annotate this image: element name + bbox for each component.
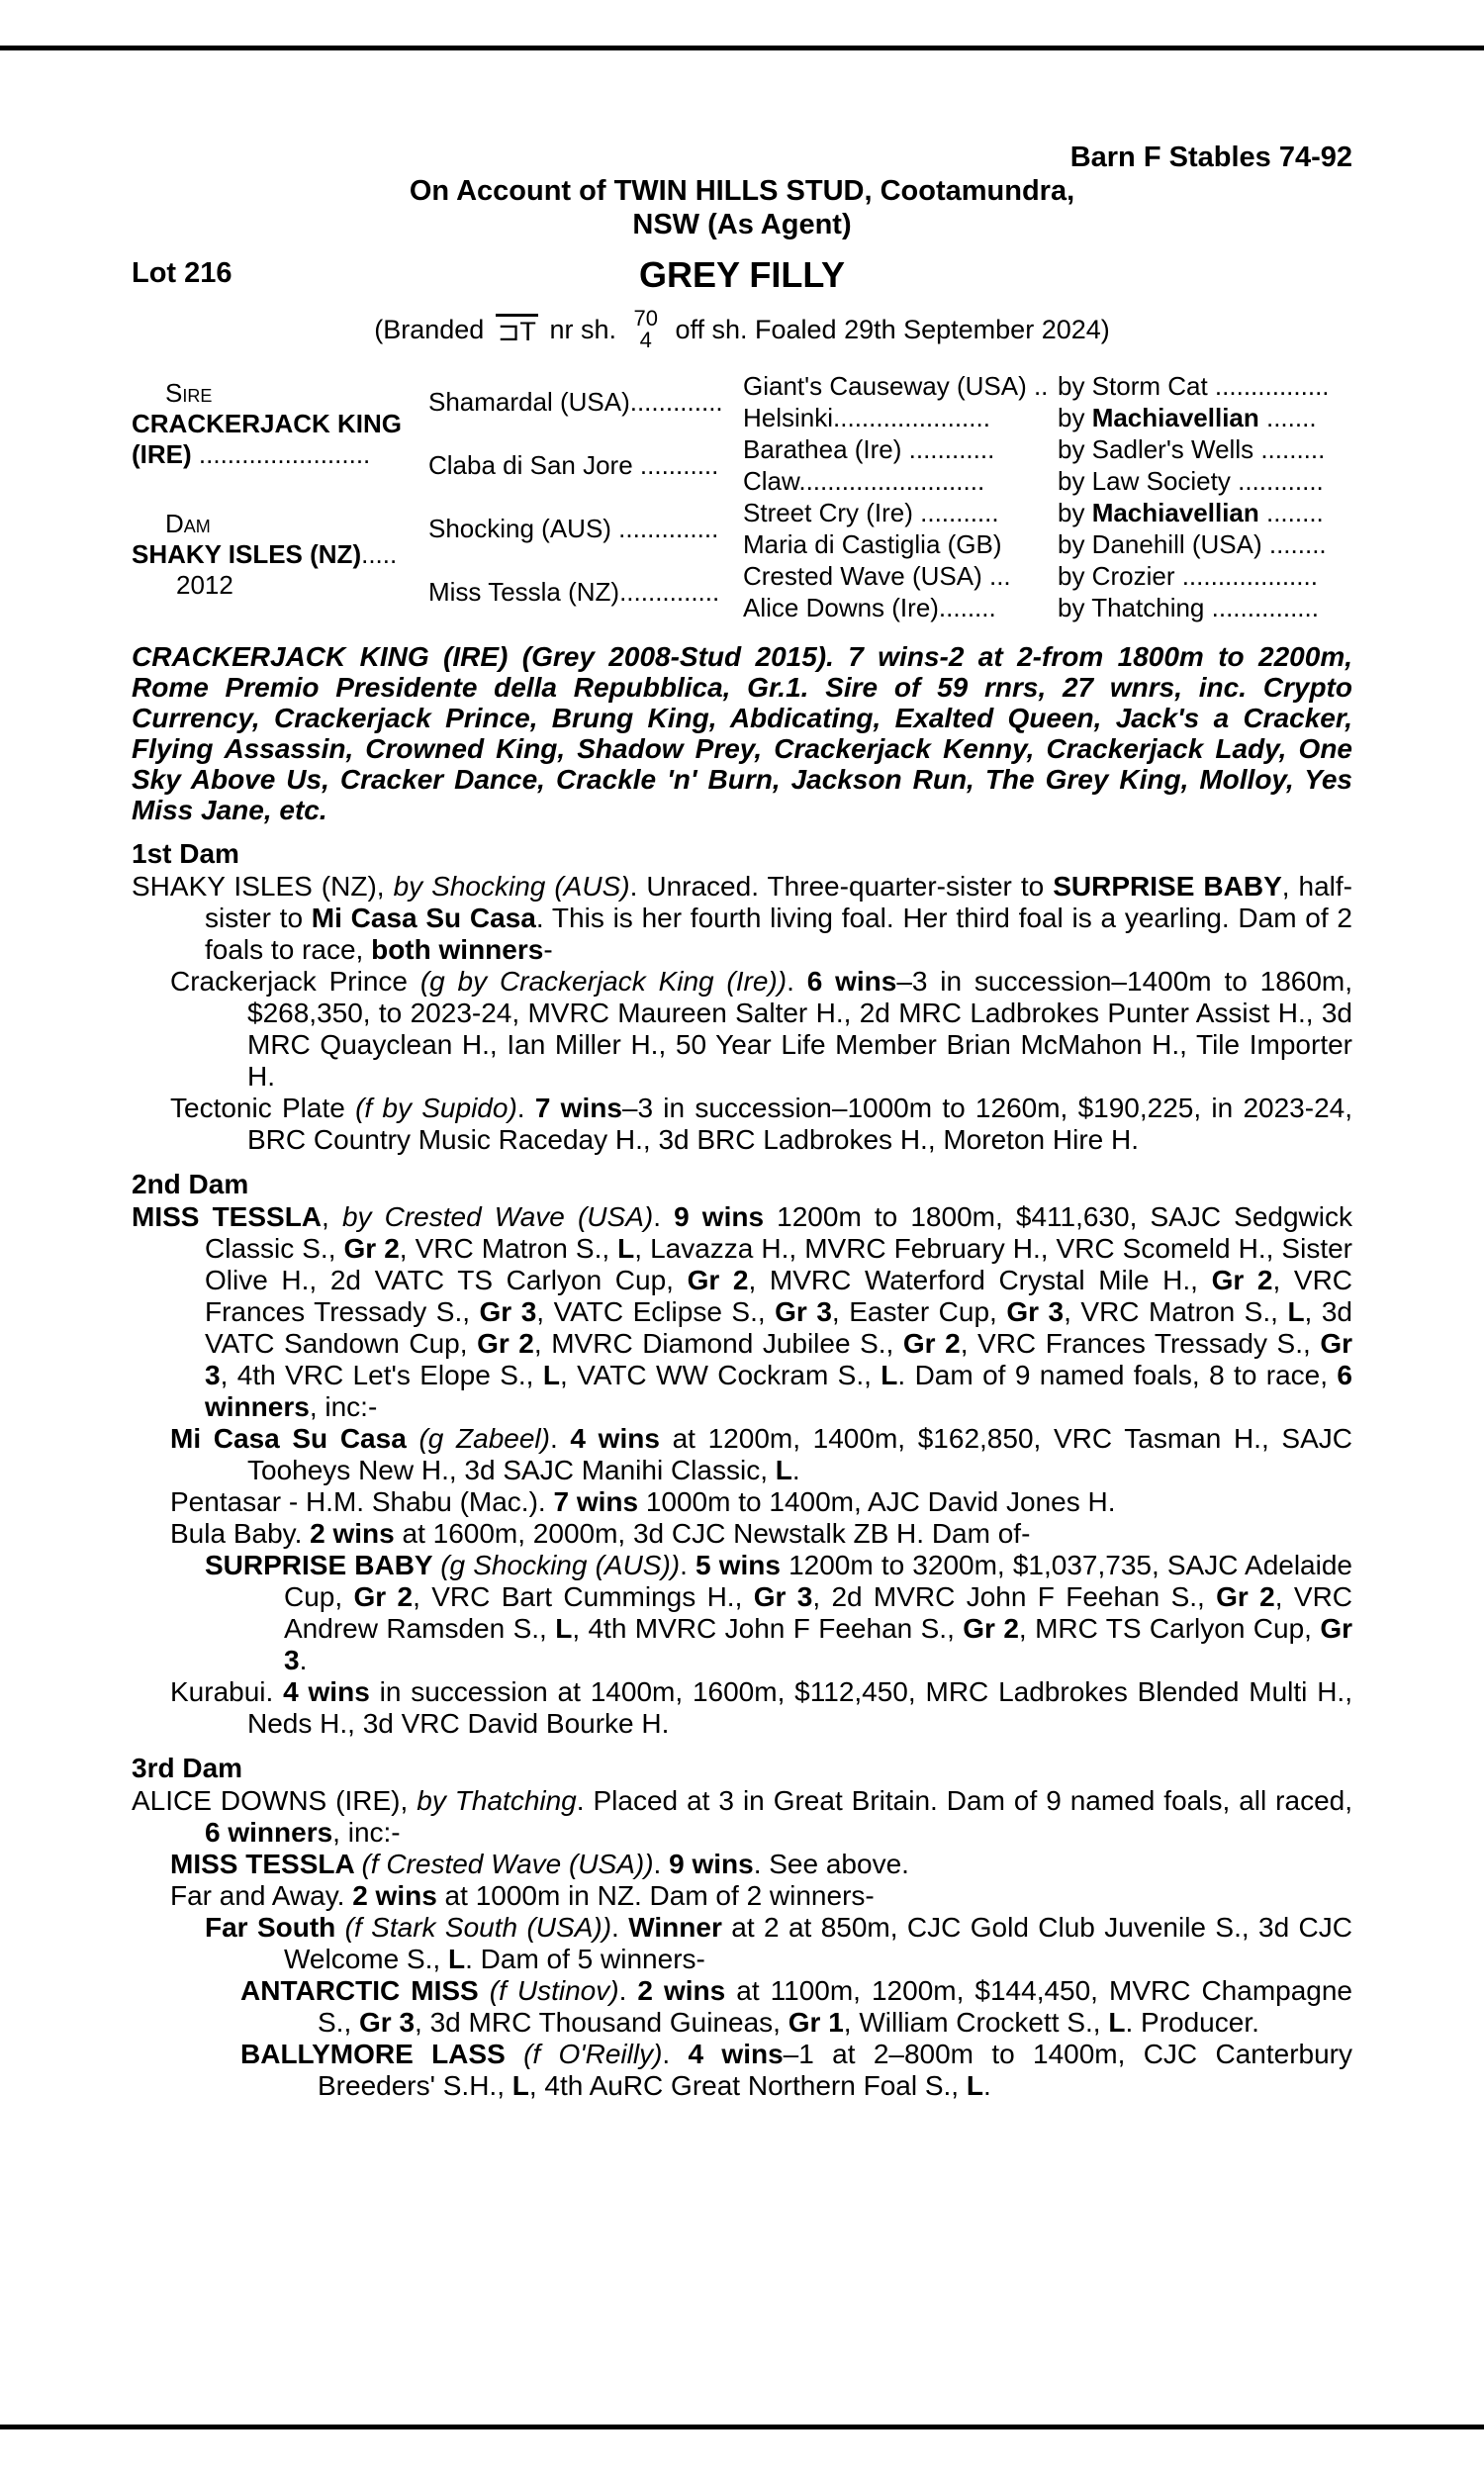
dam-year: 2012 (176, 570, 233, 600)
progeny-paragraph: ANTARCTIC MISS (f Ustinov). 2 wins at 1100m, 1200m, $144,450, MVRC Champagne S., Gr 3, 3d MRC Thousand Guineas, Gr 1, William Crockett S., L. Producer. (240, 1975, 1353, 2038)
progeny-paragraph: Kurabui. 4 wins in succession at 1400m, 1600m, $112,450, MRC Ladbrokes Blended Multi H., Neds H., 3d VRC David Bourke H. (170, 1676, 1352, 1739)
pedigree-table (132, 370, 1352, 623)
gen2-dam-of-dam: Miss Tessla (NZ).............. (428, 576, 720, 607)
brand-glyphs: ⊐T (497, 316, 536, 346)
barn-label: Barn F Stables 74-92 (1069, 142, 1352, 173)
progeny-paragraph: SURPRISE BABY (g Shocking (AUS)). 5 wins 1200m to 3200m, $1,037,735, SAJC Adelaide Cup, Gr 2, VRC Bart Cummings H., Gr 3, 2d MVRC John F Feehan S., Gr 2, VRC Andrew Ramsden S., L, 4th MVRC John F Feehan S., Gr 2, MRC TS Carlyon Cup, Gr 3. (205, 1550, 1353, 1675)
dam-block (132, 497, 428, 623)
dam-role-label: Dam (165, 509, 211, 538)
gen2-sire-of-dam: Shocking (AUS) .............. (428, 513, 719, 543)
progeny-paragraph: Pentasar - H.M. Shabu (Mac.). 7 wins 1000m to 1400m, AJC David Jones H. (170, 1486, 1116, 1517)
section-heading-1st-dam: 1st Dam (132, 838, 239, 869)
brand-line (132, 299, 1352, 360)
bottom-rule (0, 2425, 1484, 2429)
vendor-line-1: On Account of TWIN HILLS STUD, Cootamundra, (409, 175, 1075, 207)
progeny-paragraph: MISS TESSLA (f Crested Wave (USA)). 9 wins. See above. (170, 1849, 909, 1879)
top-rule (0, 46, 1484, 50)
gen3-name: Street Cry (Ire) ........... (743, 498, 999, 527)
sire-summary: CRACKERJACK KING (IRE) (Grey 2008-Stud 2015). 7 wins-2 at 2-from 1800m to 2200m, Rome Premio Presidente della Repubblica, Gr.1. Sire of 59 rnrs, 27 wnrs, inc. Crypto Currency, Crackerjack Prince, Brung King, Abdicating, Exalted Queen, Jack's a Cracker, Flying Assassin, Crowned King, Shadow Prey, Crackerjack Kenny, Crackerjack Lady, One Sky Above Us, Cracker Dance, Crackle 'n' Burn, Jackson Run, The Grey King, Molloy, Yes Miss Jane, etc. (132, 641, 1352, 825)
section-heading-2nd-dam: 2nd Dam (132, 1169, 249, 1199)
gen3-name: Maria di Castiglia (GB) (743, 529, 1002, 559)
progeny-paragraph: Tectonic Plate (f by Supido). 7 wins–3 in succession–1000m to 1260m, $190,225, in 2023-24, BRC Country Music Raceday H., 3d BRC Ladbrokes H., Moreton Hire H. (170, 1093, 1352, 1155)
gen3-name: Giant's Causeway (USA) .. (743, 371, 1049, 401)
gen3-name: Claw.......................... (743, 466, 985, 496)
progeny-paragraph: Far South (f Stark South (USA)). Winner at 2 at 850m, CJC Gold Club Juvenile S., 3d CJC Welcome S., L. Dam of 5 winners- (205, 1912, 1353, 1974)
gen3-name: Alice Downs (Ire)........ (743, 593, 996, 622)
gen3-by: by Sadler's Wells ......... (1058, 434, 1326, 464)
brand-mark (496, 314, 538, 346)
progeny-paragraph: BALLYMORE LASS (f O'Reilly). 4 wins–1 at 2–800m to 1400m, CJC Canterbury Breeders' S.H., L, 4th AuRC Great Northern Foal S., L. (240, 2039, 1352, 2101)
lot-number: Lot 216 (132, 257, 232, 289)
gen3-by: by Storm Cat ................ (1058, 371, 1330, 401)
gen3-by: by Crozier ................... (1058, 561, 1318, 591)
sire-role-label: Sire (165, 378, 213, 408)
gen3-name: Helsinki...................... (743, 403, 990, 432)
sire-name-line2: (IRE) ........................ (132, 439, 371, 469)
page-content (132, 141, 1352, 2102)
gen3-name: Crested Wave (USA) ... (743, 561, 1011, 591)
dam-paragraph: SHAKY ISLES (NZ), by Shocking (AUS). Unraced. Three-quarter-sister to SURPRISE BABY, half-sister to Mi Casa Su Casa. This is her fourth living foal. Her third foal is a yearling. Dam of 2 foals to race, both winners- (132, 871, 1353, 965)
progeny-paragraph: Bula Baby. 2 wins at 1600m, 2000m, 3d CJC Newstalk ZB H. Dam of- (170, 1518, 1031, 1549)
vendor-line-2: NSW (As Agent) (632, 209, 852, 240)
brand-number-top: 70 (633, 306, 658, 331)
progeny-paragraph: Far and Away. 2 wins at 1000m in NZ. Dam of 2 winners- (170, 1880, 875, 1911)
brand-line-suffix: off sh. Foaled 29th September 2024) (667, 314, 1110, 344)
dam-paragraph: MISS TESSLA, by Crested Wave (USA). 9 wins 1200m to 1800m, $411,630, SAJC Sedgwick Classic S., Gr 2, VRC Matron S., L, Lavazza H., MVRC February H., VRC Scomeld H., Sister Olive H., 2d VATC TS Carlyon Cup, Gr 2, MVRC Waterford Crystal Mile H., Gr 2, VRC Frances Tressady S., Gr 3, VATC Eclipse S., Gr 3, Easter Cup, Gr 3, VRC Matron S., L, 3d VATC Sandown Cup, Gr 2, MVRC Diamond Jubilee S., Gr 2, VRC Frances Tressady S., Gr 3, 4th VRC Let's Elope S., L, VATC WW Cockram S., L. Dam of 9 named foals, 8 to race, 6 winners, inc:- (132, 1201, 1353, 1422)
brand-numbers (633, 308, 657, 351)
horse-title: GREY FILLY (638, 254, 846, 295)
gen3-by: by Machiavellian ........ (1058, 498, 1324, 527)
dam-paragraph: ALICE DOWNS (IRE), by Thatching. Placed at 3 in Great Britain. Dam of 9 named foals, all raced, 6 winners, inc:- (132, 1785, 1352, 1848)
gen3-by: by Thatching ............... (1058, 593, 1319, 622)
brand-line-mid: nr sh. (541, 314, 624, 344)
dam-name: SHAKY ISLES (NZ)..... (132, 539, 398, 569)
gen3-by: by Law Society ............ (1058, 466, 1324, 496)
gen3-name: Barathea (Ire) ............ (743, 434, 995, 464)
title-row (132, 253, 1352, 297)
progeny-paragraph: Crackerjack Prince (g by Crackerjack King (Ire)). 6 wins–3 in succession–1400m to 1860m, $268,350, to 2023-24, MVRC Maureen Salter H., 2d MRC Ladbrokes Punter Assist H., 3d MRC Quayclean H., Ian Miller H., 50 Year Life Member Brian McMahon H., Tile Importer H. (170, 966, 1353, 1092)
progeny-paragraph: Mi Casa Su Casa (g Zabeel). 4 wins at 1200m, 1400m, $162,850, VRC Tasman H., SAJC Tooheys New H., 3d SAJC Manihi Classic, L. (170, 1423, 1352, 1485)
section-heading-3rd-dam: 3rd Dam (132, 1753, 243, 1783)
gen3-by: by Danehill (USA) ........ (1058, 529, 1327, 559)
sire-block (132, 370, 428, 497)
brand-line-prefix: (Branded (374, 314, 492, 344)
sire-name: CRACKERJACK KING (132, 409, 403, 438)
gen2-dam-of-sire: Claba di San Jore ........... (428, 449, 719, 480)
gen2-sire-of-sire: Shamardal (USA)............. (428, 386, 723, 417)
gen3-by: by Machiavellian ....... (1058, 403, 1317, 432)
brand-number-bottom: 4 (639, 328, 652, 352)
